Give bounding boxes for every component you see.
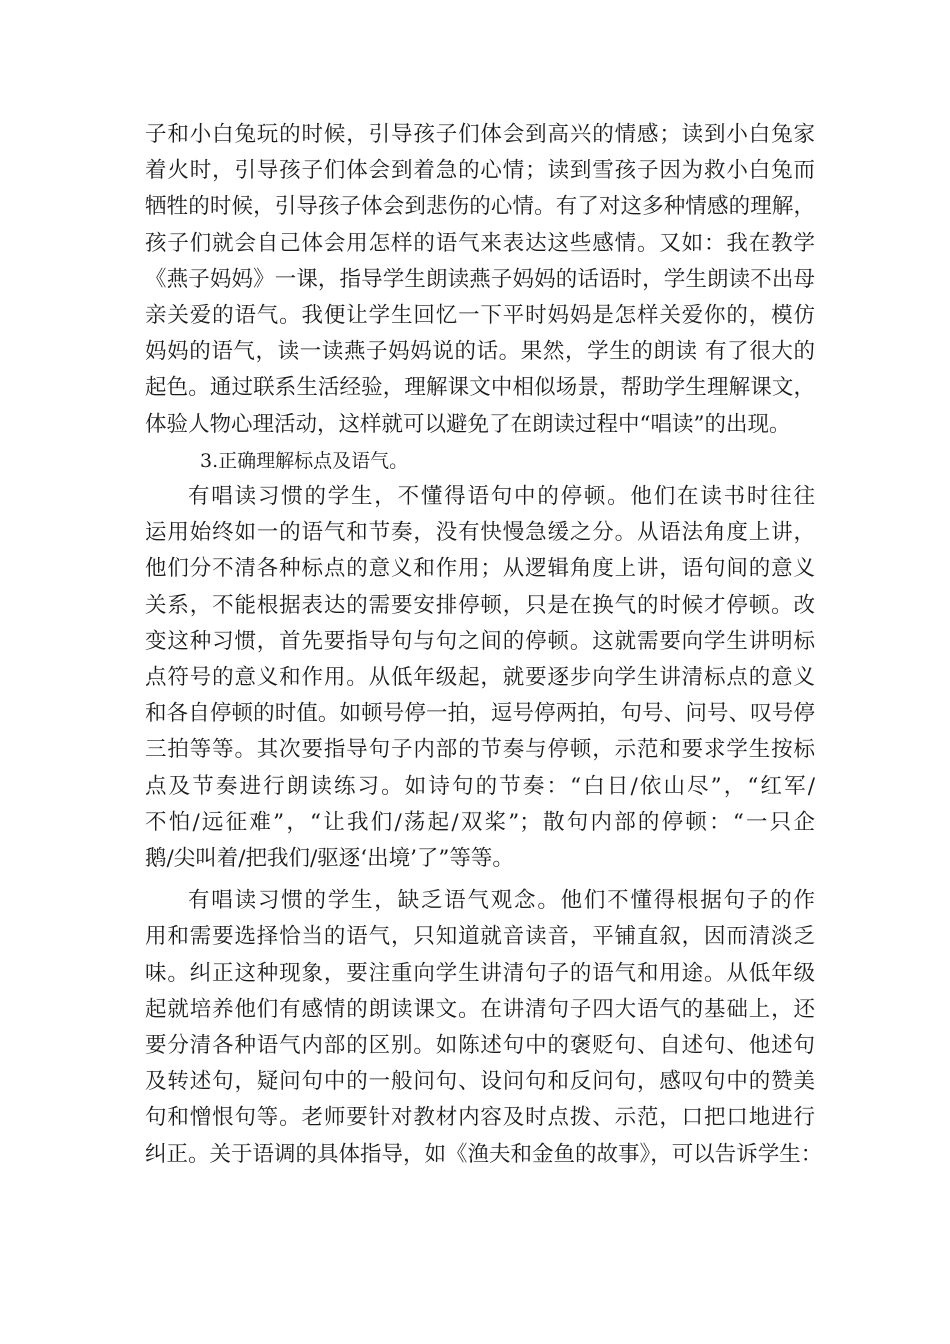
text-line: 妈妈的语气，读一读燕子妈妈说的话。果然，学生的朗读 有了很大的 <box>145 339 815 365</box>
text-line: 孩子们就会自己体会用怎样的语气来表达这些感情。又如：我在教学 <box>145 230 815 256</box>
text-line: 体验人物心理活动，这样就可以避免了在朗读过程中“唱读”的出现。 <box>145 411 791 437</box>
text-line: 鹅/尖叫着/把我们/驱逐‘出境’了”等等。 <box>145 846 514 872</box>
text-line: 子和小白兔玩的时候，引导孩子们体会到高兴的情感；读到小白兔家 <box>145 122 815 147</box>
text-line: 他们分不清各种标点的意义和作用；从逻辑角度上讲，语句间的意义 <box>145 556 815 582</box>
text-line: 着火时，引导孩子们体会到着急的心情；读到雪孩子因为救小白兔而 <box>145 158 815 184</box>
text-line: 《燕子妈妈》一课，指导学生朗读燕子妈妈的话语时，学生朗读不出母 <box>145 266 815 292</box>
text-line: 句和憎恨句等。老师要针对教材内容及时点拨、示范，口把口地进行 <box>145 1105 815 1131</box>
text-line: 不怕/远征难”，“让我们/荡起/双桨”；散句内部的停顿：“一只企 <box>145 809 815 835</box>
text-line: 关系，不能根据表达的需要安排停顿，只是在换气的时候才停顿。改 <box>145 592 815 618</box>
text-line: 纠正。关于语调的具体指导，如《渔夫和金鱼的故事》，可以告诉学生： <box>145 1141 823 1167</box>
text-line: 点符号的意义和作用。从低年级起，就要逐步向学生讲清标点的意义 <box>145 665 815 691</box>
text-line: 用和需要选择恰当的语气，只知道就音读音，平铺直叙，因而清淡乏 <box>145 924 815 950</box>
text-line: 有唱读习惯的学生，不懂得语句中的停顿。他们在读书时往往 <box>188 484 815 510</box>
document-body <box>145 117 823 1173</box>
paragraph-emotion-reading <box>145 117 815 443</box>
paragraph-tone-concept <box>145 883 823 1173</box>
text-line: 变这种习惯，首先要指导句与句之间的停顿。这就需要向学生讲明标 <box>145 628 815 654</box>
text-line: 要分清各种语气内部的区别。如陈述句中的褒贬句、自述句、他述句 <box>145 1033 815 1059</box>
text-line: 三拍等等。其次要指导句子内部的节奏与停顿，示范和要求学生按标 <box>145 737 815 763</box>
text-line: 起色。通过联系生活经验，理解课文中相似场景，帮助学生理解课文， <box>145 375 815 401</box>
text-line: 运用始终如一的语气和节奏，没有快慢急缓之分。从语法角度上讲， <box>145 520 815 546</box>
text-line: 有唱读习惯的学生，缺乏语气观念。他们不懂得根据句子的作 <box>188 888 815 914</box>
text-line: 味。纠正这种现象，要注重向学生讲清句子的语气和用途。从低年级 <box>145 960 815 986</box>
text-line: 起就培养他们有感情的朗读课文。在讲清句子四大语气的基础上，还 <box>145 996 815 1022</box>
text-line: 和各自停顿的时值。如顿号停一拍，逗号停两拍，句号、问号、叹号停 <box>145 701 815 727</box>
text-line: 点及节奏进行朗读练习。如诗句的节奏：“白日/依山尽”，“红军/ <box>145 773 815 799</box>
text-line: 牺牲的时候，引导孩子体会到悲伤的心情。有了对这多种情感的理解， <box>145 194 815 220</box>
section-heading: 3.正确理解标点及语气。 <box>200 449 409 472</box>
text-line: 亲关爱的语气。我便让学生回忆一下平时妈妈是怎样关爱你的，模仿 <box>145 303 815 329</box>
paragraph-punctuation-pause <box>145 479 815 877</box>
text-line: 及转述句，疑问句中的一般问句、设问句和反问句，感叹句中的赞美 <box>145 1069 815 1095</box>
